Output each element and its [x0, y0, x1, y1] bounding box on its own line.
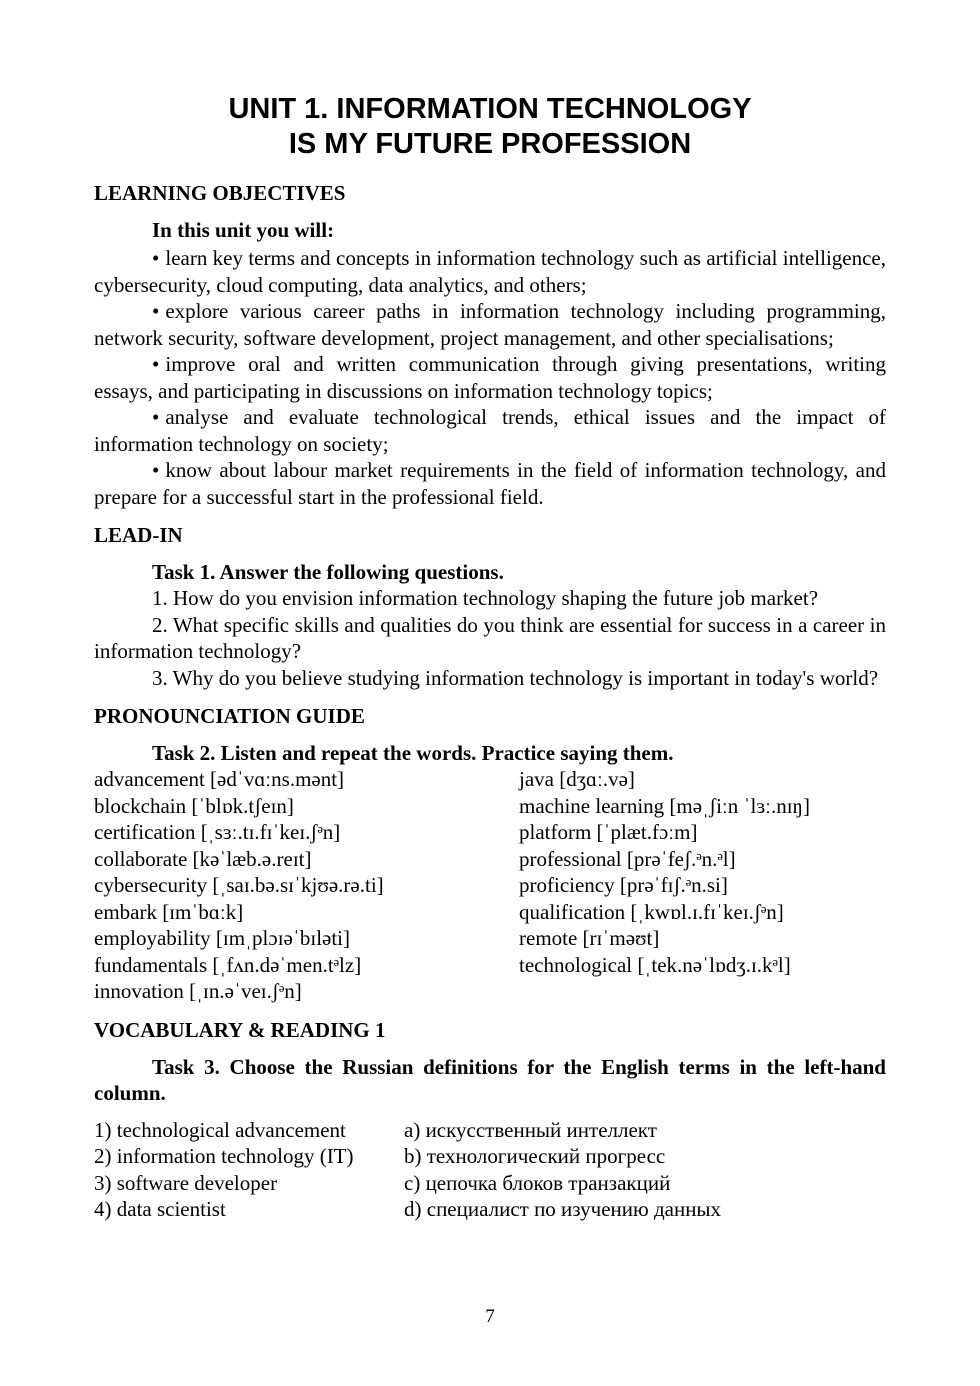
- russian-definition: c) цепочка блоков транзакций: [404, 1170, 671, 1195]
- learning-objectives-section: [94, 180, 886, 510]
- objective-item: [94, 245, 886, 298]
- objective-text: know about labour market requirements in the field of information technology, and prepare for a successful start in the professional field.: [94, 458, 886, 509]
- pronunciation-word: certification [ˌsɜː.tɪ.fɪˈkeɪ.ʃᵊn]: [94, 820, 341, 844]
- pronunciation-word: embark [ɪmˈbɑːk]: [94, 899, 244, 924]
- objective-text: explore various career paths in information technology including programming, network security, software development, project management, and other specialisations;: [94, 299, 886, 350]
- vocabulary-section: [94, 1017, 886, 1223]
- task-1-title: Task 1. Answer the following questions.: [152, 560, 504, 584]
- unit-title-line-1: UNIT 1. INFORMATION TECHNOLOGY: [228, 93, 752, 125]
- pronunciation-section: [94, 703, 886, 1005]
- objective-item: [94, 457, 886, 510]
- pronunciation-word: java [dʒɑː.və]: [519, 767, 635, 791]
- pronunciation-word: innovation [ˌɪn.əˈveɪ.ʃᵊn]: [94, 979, 302, 1003]
- task-2-title: Task 2. Listen and repeat the words. Practice saying them.: [152, 741, 674, 765]
- pronunciation-word: employability [ɪmˌplɔɪəˈbɪləti]: [94, 926, 351, 950]
- bullet-icon: •: [152, 246, 160, 270]
- objectives-intro: In this unit you will:: [152, 218, 335, 242]
- pronunciation-word: remote [rɪˈməʊt]: [519, 926, 660, 950]
- pronunciation-word: qualification [ˌkwɒl.ɪ.fɪˈkeɪ.ʃᵊn]: [519, 899, 784, 924]
- lead-in-heading: LEAD-IN: [94, 523, 183, 547]
- russian-definition: a) искусственный интеллект: [404, 1117, 657, 1142]
- learning-objectives-heading: LEARNING OBJECTIVES: [94, 181, 346, 205]
- pronunciation-word: technological [ˌtek.nəˈlɒdʒ.ɪ.kᵊl]: [519, 952, 791, 977]
- english-term: 4) data scientist: [94, 1197, 226, 1221]
- english-term: 1) technological advancement: [94, 1117, 346, 1142]
- english-term: 3) software developer: [94, 1170, 278, 1195]
- objective-text: improve oral and written communication through giving presentations, writing essays, and participating in discussions on information technology topics;: [94, 352, 886, 403]
- pronunciation-word: platform [ˈplæt.fɔːm]: [519, 820, 698, 844]
- pronunciation-right-column: [519, 766, 886, 1005]
- question-item: 3. Why do you believe studying information technology is important in today's world?: [152, 665, 879, 690]
- unit-title-line-2: IS MY FUTURE PROFESSION: [288, 128, 692, 160]
- term-matching-list: [94, 1117, 886, 1223]
- question-item: 2. What specific skills and qualities do you think are essential for success in a career in information technology?: [94, 612, 886, 663]
- lead-in-section: [94, 522, 886, 691]
- unit-title: [94, 92, 886, 162]
- bullet-icon: •: [152, 299, 160, 323]
- objective-item: [94, 404, 886, 457]
- objective-text: analyse and evaluate technological trends, ethical issues and the impact of information technology on society;: [94, 405, 886, 456]
- russian-definitions-column: [404, 1117, 886, 1223]
- objective-item: [94, 298, 886, 351]
- pronunciation-word: proficiency [prəˈfɪʃ.ᵊn.si]: [519, 873, 728, 897]
- bullet-icon: •: [152, 458, 160, 482]
- bullet-icon: •: [152, 352, 160, 376]
- bullet-icon: •: [152, 405, 160, 429]
- russian-definition: b) технологический прогресс: [404, 1144, 666, 1168]
- objective-item: [94, 351, 886, 404]
- pronunciation-word: professional [prəˈfeʃ.ᵊn.ᵊl]: [519, 846, 736, 871]
- english-terms-column: [94, 1117, 404, 1223]
- page-number: 7: [485, 1306, 495, 1327]
- russian-definition: d) специалист по изучению данных: [404, 1197, 722, 1221]
- question-item: 1. How do you envision information technology shaping the future job market?: [152, 586, 819, 610]
- english-term: 2) information technology (IT): [94, 1144, 354, 1168]
- pronunciation-word: fundamentals [ˌfʌn.dəˈmen.tᵊlz]: [94, 952, 362, 977]
- pronunciation-heading: PRONOUNCIATION GUIDE: [94, 704, 365, 728]
- pronunciation-word: cybersecurity [ˌsaɪ.bə.sɪˈkjʊə.rə.ti]: [94, 873, 384, 897]
- pronunciation-word-list: [94, 766, 886, 1005]
- task-3-title: Task 3. Choose the Russian definitions for the English terms in the left-hand column.: [94, 1054, 886, 1105]
- vocabulary-heading: VOCABULARY & READING 1: [94, 1017, 386, 1042]
- pronunciation-left-column: [94, 766, 519, 1005]
- page-content: [94, 92, 886, 1223]
- objective-text: learn key terms and concepts in information technology such as artificial intelligence, cybersecurity, cloud computing, data analytics, and others;: [94, 246, 886, 297]
- pronunciation-word: blockchain [ˈblɒk.tʃeɪn]: [94, 793, 294, 818]
- pronunciation-word: machine learning [məˌʃiːn ˈlɜː.nɪŋ]: [519, 793, 810, 818]
- pronunciation-word: collaborate [kəˈlæb.ə.reɪt]: [94, 846, 312, 871]
- pronunciation-word: advancement [ədˈvɑːns.mənt]: [94, 767, 345, 791]
